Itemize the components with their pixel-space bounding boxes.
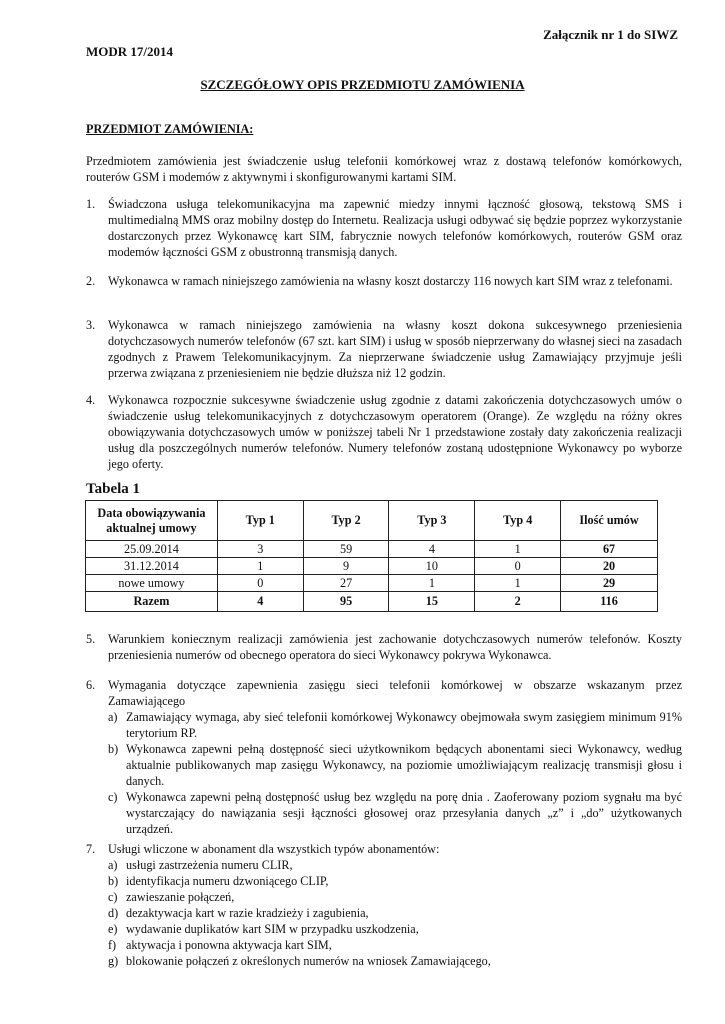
list-item-1 [86,196,682,260]
item-text: Wymagania dotyczące zapewnienia zasięgu sieci telefonii komórkowej w obszarze wskazanym przez Zamawiającego [108,678,682,708]
table-cell: 20 [561,558,658,575]
list-item-6 [86,677,682,837]
sub-item-letter: g) [108,954,119,968]
sub-item-letter: a) [108,710,118,724]
sub-item-c [108,789,682,837]
list-item-5 [86,631,682,663]
table-cell: 2 [475,592,561,612]
table-cell: 67 [561,541,658,558]
table-cell: 1 [475,575,561,592]
column-header: Typ 4 [475,501,561,541]
column-header: Data obowiązywania aktualnej umowy [86,501,218,541]
list-item-3 [86,317,682,381]
sub-item-letter: d) [108,906,119,920]
sub-item-text: Wykonawca zapewni pełną dostępność usług bez względu na porę dnia . Zaoferowany poziom sygnału ma być wystarczający do nawiązania sesji łączności głosowej oraz przesyłania danych „z” i „do” użytkowanych urządzeń. [126,790,682,836]
column-header: Typ 3 [389,501,475,541]
sub-item-letter: b) [108,874,119,888]
table-cell: 29 [561,575,658,592]
table-cell: 1 [217,558,303,575]
sub-item-d [108,905,682,921]
table-cell: 4 [389,541,475,558]
sub-item-letter: a) [108,858,118,872]
contracts-table [85,500,658,612]
table-row [86,558,658,575]
sub-item-a [108,709,682,741]
sub-item-a [108,857,682,873]
table-title: Tabela 1 [86,481,141,497]
sub-item-text: zawieszanie połączeń, [126,890,235,904]
sub-item-c [108,889,682,905]
item-number: 7. [86,842,96,856]
page-title: SZCZEGÓŁOWY OPIS PRZEDMIOTU ZAMÓWIENIA [200,77,525,92]
list-item-7 [86,841,682,969]
sub-item-b [108,741,682,789]
table-row [86,541,658,558]
table-cell: 3 [217,541,303,558]
list-item-4 [86,392,682,472]
item-number: 5. [86,632,96,646]
sub-item-text: identyfikacja numeru dzwoniącego CLIP, [126,874,329,888]
table-cell: 0 [475,558,561,575]
table-cell: nowe umowy [86,575,218,592]
table-cell: 1 [475,541,561,558]
sub-item-text: usługi zastrzeżenia numeru CLIR, [126,858,293,872]
item-text: Wykonawca w ramach niniejszego zamówienia na własny koszt dostarczy 116 nowych kart SIM wraz z telefonami. [108,274,673,288]
sub-item-letter: b) [108,742,119,756]
sub-item-e [108,921,682,937]
item-text: Wykonawca rozpocznie sukcesywne świadczenie usług zgodnie z datami zakończenia dotychczasowych umów o świadczenie usług telekomunikacyjnych z dotychczasowym operatorem (Orange). Ze względu na różny okres obowiązywania dotychczasowych umów w poniższej tabeli Nr 1 przedstawione zostały daty zakończenia realizacji usług dla poszczególnych numerów telefonów. Numery telefonów zostaną udostępnione Wykonawcy po wyborze jego oferty. [108,393,682,471]
sub-item-g [108,953,682,969]
item-text: Warunkiem koniecznym realizacji zamówienia jest zachowanie dotychczasowych numerów telefonów. Koszty przeniesienia numerów od obecnego operatora do sieci Wykonawcy pokrywa Wykonawca. [108,632,682,662]
item-number: 2. [86,274,96,288]
table-total-row [86,592,658,612]
item-number: 3. [86,318,96,332]
list-item-2 [86,273,682,289]
table-row [86,575,658,592]
item-text: Usługi wliczone w abonament dla wszystkich typów abonamentów: [108,842,440,856]
table-cell: 95 [303,592,389,612]
item-number: 6. [86,678,96,692]
item-text: Wykonawca w ramach niniejszego zamówienia na własny koszt dokona sukcesywnego przeniesienia dotychczasowych numerów telefonów (67 szt. kart SIM) i usług w sposób nieprzerwany do własnej sieci na zasadach zgodnych z Prawem Telekomunikacyjnym. Za nieprzerwane świadczenie usług Zamawiający przyjmuje jeśli przerwa związana z przeniesieniem nie będzie dłuższa niż 12 godzin. [108,318,682,380]
table-cell: 0 [217,575,303,592]
table-cell: 25.09.2014 [86,541,218,558]
section-heading: PRZEDMIOT ZAMÓWIENIA: [86,122,254,136]
table-cell: Razem [86,592,218,612]
sub-item-text: blokowanie połączeń z określonych numerów na wniosek Zamawiającego, [126,954,491,968]
sub-item-letter: c) [108,790,118,804]
sub-item-f [108,937,682,953]
table-cell: 116 [561,592,658,612]
table-cell: 31.12.2014 [86,558,218,575]
sub-item-letter: c) [108,890,118,904]
sub-item-text: Zamawiający wymaga, aby sieć telefonii komórkowej Wykonawcy obejmowała swym zasięgiem minimum 91% terytorium RP. [126,710,682,740]
table-cell: 27 [303,575,389,592]
table-cell: 15 [389,592,475,612]
item-text: Świadczona usługa telekomunikacyjna ma zapewnić miedzy innymi łączność głosową, tekstową SMS i multimedialną MMS oraz mobilny dostęp do Internetu. Realizacja usługi odbywać się będzie poprzez wykorzystanie dostarczonych przez Wykonawcę kart SIM, fabrycznie nowych telefonów komórkowych, routerów GSM oraz modemów łączności GSM z obustronną transmisją danych. [108,197,682,259]
table-cell: 4 [217,592,303,612]
case-number: MODR 17/2014 [86,44,174,59]
attachment-label: Załącznik nr 1 do SIWZ [543,27,678,42]
table-cell: 9 [303,558,389,575]
table-cell: 1 [389,575,475,592]
sub-item-letter: e) [108,922,118,936]
sub-item-b [108,873,682,889]
sub-item-text: dezaktywacja kart w razie kradzieży i zagubienia, [126,906,369,920]
intro-paragraph: Przedmiotem zamówienia jest świadczenie usług telefonii komórkowej wraz z dostawą telefonów komórkowych, routerów GSM i modemów z aktywnymi i skonfigurowanymi kartami SIM. [86,154,682,184]
sub-item-text: Wykonawca zapewni pełną dostępność sieci użytkownikom będących abonentami sieci Wykonawcy, według aktualnie publikowanych map zasięgu Wykonawcy, na poziomie umożliwiającym realizację transmisji głosu i danych. [126,742,682,788]
item-number: 1. [86,197,96,211]
sub-item-letter: f) [108,938,117,952]
table-cell: 59 [303,541,389,558]
table-cell: 10 [389,558,475,575]
column-header: Typ 1 [217,501,303,541]
table-header-row [86,501,658,541]
sub-item-text: wydawanie duplikatów kart SIM w przypadku uszkodzenia, [126,922,419,936]
column-header: Typ 2 [303,501,389,541]
item-number: 4. [86,393,96,407]
sub-item-text: aktywacja i ponowna aktywacja kart SIM, [126,938,332,952]
column-header: Ilość umów [561,501,658,541]
